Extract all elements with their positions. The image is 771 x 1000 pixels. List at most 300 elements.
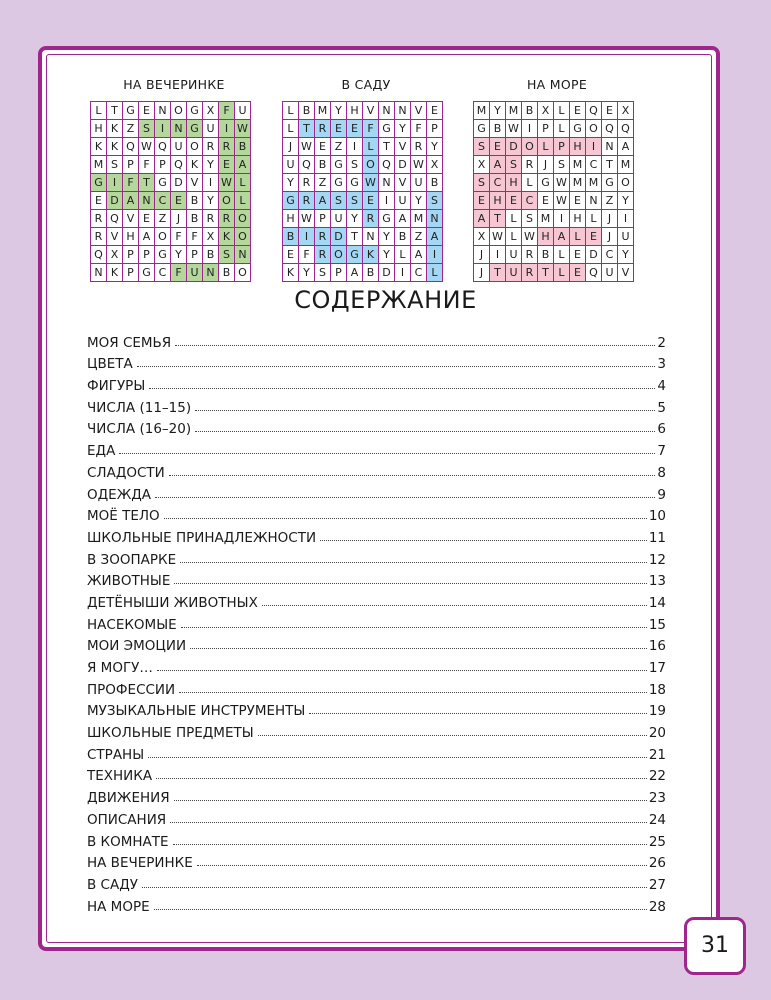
grid-letter: Z <box>155 210 171 228</box>
toc-entry-label: НАСЕКОМЫЕ <box>87 616 177 633</box>
grid-row <box>283 138 443 156</box>
toc-entry-label: ФИГУРЫ <box>87 378 146 395</box>
grid-letter: Q <box>155 138 171 156</box>
grid-letter: I <box>427 246 443 264</box>
grid-letter: Z <box>331 138 347 156</box>
grid-letter: J <box>171 210 187 228</box>
grid-letter: E <box>139 210 155 228</box>
grid-letter: I <box>554 210 570 228</box>
toc-entry-label: МОЯ СЕМЬЯ <box>87 334 172 351</box>
grid-letter: R <box>299 192 315 210</box>
word-search-grid-sea <box>473 101 634 282</box>
toc-entry-label: В ЗООПАРКЕ <box>87 551 177 568</box>
toc-entry-label: НА ВЕЧЕРИНКЕ <box>87 855 193 872</box>
toc-entry[interactable] <box>87 351 666 373</box>
grid-letter: P <box>538 120 554 138</box>
grid-letter: T <box>107 102 123 120</box>
grid-letter: Y <box>618 246 634 264</box>
grid-letter: Y <box>347 210 363 228</box>
grid-letter: M <box>538 210 554 228</box>
puzzle-title-sea: НА МОРЕ <box>526 77 588 92</box>
toc-entry[interactable] <box>87 893 666 915</box>
toc-leader-dots <box>157 670 647 671</box>
grid-row <box>474 264 634 282</box>
toc-entry-label: ЖИВОТНЫЕ <box>87 573 171 590</box>
grid-letter: I <box>203 174 219 192</box>
grid-letter: B <box>395 228 411 246</box>
grid-letter: T <box>139 174 155 192</box>
grid-letter: W <box>363 174 379 192</box>
grid-row <box>283 246 443 264</box>
grid-letter: S <box>506 156 522 174</box>
grid-letter: P <box>315 210 331 228</box>
grid-letter: P <box>427 120 443 138</box>
grid-letter: S <box>139 120 155 138</box>
grid-letter: L <box>283 102 299 120</box>
grid-letter: Y <box>331 102 347 120</box>
grid-letter: P <box>139 246 155 264</box>
grid-letter: O <box>155 228 171 246</box>
toc-entry-label: В САДУ <box>87 876 138 893</box>
toc-entry-label: ТЕХНИКА <box>87 768 153 785</box>
grid-letter: T <box>602 156 618 174</box>
toc-leader-dots <box>175 345 655 346</box>
toc-entry-page: 4 <box>657 378 666 395</box>
grid-letter: F <box>171 264 187 282</box>
grid-row <box>474 102 634 120</box>
grid-letter: K <box>107 264 123 282</box>
grid-letter: J <box>538 156 554 174</box>
grid-letter: X <box>203 228 219 246</box>
toc-leader-dots <box>262 605 647 606</box>
grid-letter: U <box>203 120 219 138</box>
grid-letter: H <box>347 102 363 120</box>
toc-entry[interactable] <box>87 589 666 611</box>
grid-letter: U <box>506 264 522 282</box>
grid-letter: S <box>522 210 538 228</box>
grid-letter: F <box>139 156 155 174</box>
grid-row <box>474 174 634 192</box>
grid-letter: M <box>570 156 586 174</box>
grid-letter: X <box>538 102 554 120</box>
grid-letter: L <box>506 228 522 246</box>
toc-entry[interactable] <box>87 481 666 503</box>
toc-entry[interactable] <box>87 763 666 785</box>
grid-letter: M <box>91 156 107 174</box>
grid-letter: B <box>219 264 235 282</box>
grid-letter: P <box>123 246 139 264</box>
grid-letter: A <box>235 156 251 174</box>
grid-row <box>91 228 251 246</box>
toc-entry[interactable] <box>87 741 666 763</box>
grid-row <box>91 120 251 138</box>
grid-letter: E <box>586 228 602 246</box>
grid-letter: G <box>379 210 395 228</box>
grid-letter: O <box>618 174 634 192</box>
toc-entry-label: ПРОФЕССИИ <box>87 681 176 698</box>
toc-entry[interactable] <box>87 503 666 525</box>
grid-letter: B <box>538 246 554 264</box>
toc-entry-page: 27 <box>648 876 666 893</box>
grid-letter: K <box>363 246 379 264</box>
grid-letter: E <box>570 102 586 120</box>
grid-letter: P <box>554 138 570 156</box>
grid-letter: X <box>474 156 490 174</box>
toc-entry[interactable] <box>87 437 666 459</box>
grid-letter: I <box>219 120 235 138</box>
grid-letter: O <box>235 228 251 246</box>
toc-leader-dots <box>173 844 647 845</box>
grid-letter: Y <box>618 192 634 210</box>
page-number: 31 <box>701 933 729 958</box>
grid-letter: V <box>187 174 203 192</box>
grid-letter: E <box>219 156 235 174</box>
grid-letter: U <box>331 210 347 228</box>
toc-entry-label: НА МОРЕ <box>87 898 150 915</box>
grid-letter: S <box>315 264 331 282</box>
grid-letter: M <box>315 102 331 120</box>
grid-letter: A <box>490 156 506 174</box>
grid-letter: N <box>171 120 187 138</box>
toc-entry-label: В КОМНАТЕ <box>87 833 169 850</box>
grid-letter: Q <box>586 102 602 120</box>
grid-row <box>283 228 443 246</box>
grid-letter: G <box>187 120 203 138</box>
grid-letter: N <box>155 102 171 120</box>
grid-letter: Y <box>299 264 315 282</box>
grid-letter: A <box>315 192 331 210</box>
grid-row <box>283 174 443 192</box>
grid-letter: Y <box>395 120 411 138</box>
grid-letter: W <box>219 174 235 192</box>
grid-letter: R <box>219 210 235 228</box>
grid-row <box>474 138 634 156</box>
grid-letter: T <box>490 210 506 228</box>
toc-entry-page: 13 <box>648 573 666 590</box>
grid-row <box>283 210 443 228</box>
grid-letter: G <box>331 174 347 192</box>
toc-entry-page: 24 <box>648 811 666 828</box>
grid-letter: Q <box>586 264 602 282</box>
toc-entry[interactable] <box>87 719 666 741</box>
grid-letter: T <box>299 120 315 138</box>
toc-leader-dots <box>149 388 655 389</box>
grid-letter: H <box>283 210 299 228</box>
grid-letter: N <box>203 264 219 282</box>
toc-entry-label: Я МОГУ… <box>87 660 153 676</box>
grid-letter: M <box>570 174 586 192</box>
toc-entry[interactable] <box>87 524 666 546</box>
toc-entry-page: 23 <box>648 790 666 807</box>
toc-entry-page: 17 <box>648 660 666 676</box>
grid-letter: L <box>586 210 602 228</box>
toc-entry-label: ОДЕЖДА <box>87 486 152 503</box>
toc-entry[interactable] <box>87 654 666 676</box>
grid-row <box>474 156 634 174</box>
toc-entry[interactable] <box>87 394 666 416</box>
toc-entry-page: 11 <box>648 529 666 546</box>
grid-letter: U <box>235 102 251 120</box>
grid-letter: V <box>411 102 427 120</box>
grid-letter: R <box>91 210 107 228</box>
toc-entry-page: 7 <box>657 443 666 460</box>
grid-letter: G <box>570 120 586 138</box>
grid-letter: L <box>283 120 299 138</box>
grid-letter: X <box>203 102 219 120</box>
grid-letter: S <box>347 192 363 210</box>
grid-letter: B <box>363 264 379 282</box>
grid-letter: P <box>123 264 139 282</box>
grid-letter: V <box>363 102 379 120</box>
grid-letter: W <box>139 138 155 156</box>
grid-letter: V <box>618 264 634 282</box>
grid-letter: U <box>187 264 203 282</box>
toc-leader-dots <box>190 648 647 649</box>
grid-letter: D <box>506 138 522 156</box>
grid-letter: X <box>107 246 123 264</box>
grid-letter: G <box>602 174 618 192</box>
grid-letter: R <box>522 264 538 282</box>
toc-entry-label: ЧИСЛА (16–20) <box>87 421 192 438</box>
grid-letter: E <box>283 246 299 264</box>
toc-entry[interactable] <box>87 806 666 828</box>
grid-letter: I <box>155 120 171 138</box>
grid-letter: J <box>602 228 618 246</box>
grid-letter: R <box>91 228 107 246</box>
grid-letter: Y <box>283 174 299 192</box>
grid-letter: A <box>618 138 634 156</box>
toc-entry[interactable] <box>87 633 666 655</box>
grid-letter: O <box>363 156 379 174</box>
grid-letter: F <box>187 228 203 246</box>
toc-entry-page: 6 <box>657 421 666 438</box>
grid-letter: U <box>602 264 618 282</box>
grid-letter: W <box>554 192 570 210</box>
grid-letter: U <box>283 156 299 174</box>
grid-letter: N <box>395 102 411 120</box>
grid-letter: M <box>618 156 634 174</box>
toc-entry-page: 20 <box>648 725 666 742</box>
toc-entry-page: 14 <box>648 594 666 611</box>
grid-letter: B <box>427 174 443 192</box>
grid-letter: L <box>522 174 538 192</box>
grid-letter: E <box>602 102 618 120</box>
grid-letter: U <box>395 192 411 210</box>
grid-letter: K <box>187 156 203 174</box>
grid-letter: A <box>395 210 411 228</box>
toc-entry[interactable] <box>87 698 666 720</box>
grid-letter: I <box>299 228 315 246</box>
grid-letter: L <box>554 102 570 120</box>
grid-letter: E <box>363 192 379 210</box>
grid-letter: P <box>187 246 203 264</box>
grid-letter: P <box>123 156 139 174</box>
toc-entry[interactable] <box>87 372 666 394</box>
grid-letter: K <box>107 120 123 138</box>
grid-letter: P <box>331 264 347 282</box>
toc-entry-page: 9 <box>657 486 666 503</box>
grid-letter: C <box>155 192 171 210</box>
grid-letter: F <box>123 174 139 192</box>
grid-letter: C <box>490 174 506 192</box>
grid-row <box>474 210 634 228</box>
grid-letter: R <box>219 138 235 156</box>
toc-entry-label: МОЁ ТЕЛО <box>87 508 160 525</box>
grid-letter: A <box>474 210 490 228</box>
grid-letter: V <box>395 138 411 156</box>
toc-entry[interactable] <box>87 784 666 806</box>
toc-leader-dots <box>119 453 655 454</box>
grid-letter: E <box>538 192 554 210</box>
grid-letter: N <box>379 174 395 192</box>
grid-letter: G <box>91 174 107 192</box>
grid-letter: S <box>347 156 363 174</box>
toc-entry[interactable] <box>87 459 666 481</box>
toc-entry-label: СЛАДОСТИ <box>87 464 165 481</box>
grid-letter: G <box>283 192 299 210</box>
grid-letter: Z <box>315 174 331 192</box>
grid-letter: L <box>554 120 570 138</box>
grid-letter: L <box>395 246 411 264</box>
grid-letter: S <box>331 192 347 210</box>
grid-letter: Q <box>299 156 315 174</box>
grid-letter: B <box>203 246 219 264</box>
grid-letter: G <box>139 264 155 282</box>
grid-letter: G <box>379 120 395 138</box>
grid-letter: G <box>538 174 554 192</box>
grid-letter: S <box>107 156 123 174</box>
grid-letter: W <box>411 156 427 174</box>
grid-letter: E <box>474 192 490 210</box>
grid-letter: T <box>379 138 395 156</box>
toc-leader-dots <box>309 713 646 714</box>
grid-letter: Y <box>379 228 395 246</box>
grid-letter: W <box>506 120 522 138</box>
grid-row <box>91 192 251 210</box>
grid-letter: C <box>586 156 602 174</box>
grid-letter: R <box>299 174 315 192</box>
grid-letter: Z <box>411 228 427 246</box>
grid-row <box>474 192 634 210</box>
grid-letter: L <box>235 192 251 210</box>
grid-letter: S <box>554 156 570 174</box>
toc-entry-page: 26 <box>648 855 666 872</box>
toc-entry-label: ШКОЛЬНЫЕ ПРИНАДЛЕЖНОСТИ <box>87 529 317 546</box>
grid-row <box>283 102 443 120</box>
grid-letter: X <box>618 102 634 120</box>
toc-entry-page: 22 <box>648 768 666 785</box>
grid-letter: B <box>299 102 315 120</box>
toc-leader-dots <box>169 475 656 476</box>
grid-letter: E <box>331 120 347 138</box>
grid-letter: D <box>586 246 602 264</box>
grid-letter: I <box>379 192 395 210</box>
grid-letter: F <box>299 246 315 264</box>
grid-row <box>91 246 251 264</box>
grid-letter: Q <box>107 210 123 228</box>
toc-entry[interactable] <box>87 828 666 850</box>
toc-leader-dots <box>164 518 647 519</box>
grid-row <box>91 174 251 192</box>
toc-leader-dots <box>181 627 647 628</box>
grid-letter: O <box>187 138 203 156</box>
toc-leader-dots <box>174 583 646 584</box>
grid-letter: L <box>363 138 379 156</box>
toc-entry-label: МУЗЫКАЛЬНЫЕ ИНСТРУМЕНТЫ <box>87 703 306 720</box>
grid-letter: M <box>411 210 427 228</box>
toc-entry[interactable] <box>87 329 666 351</box>
grid-letter: A <box>139 228 155 246</box>
grid-letter: N <box>586 192 602 210</box>
grid-letter: O <box>586 120 602 138</box>
grid-row <box>474 246 634 264</box>
toc-entry-label: ДВИЖЕНИЯ <box>87 790 170 807</box>
toc-leader-dots <box>320 540 647 541</box>
toc-entry[interactable] <box>87 611 666 633</box>
grid-letter: S <box>474 174 490 192</box>
grid-letter: N <box>379 102 395 120</box>
grid-letter: G <box>347 246 363 264</box>
toc-entry-label: ЦВЕТА <box>87 356 133 373</box>
grid-letter: N <box>427 210 443 228</box>
grid-letter: Y <box>171 246 187 264</box>
grid-letter: F <box>411 120 427 138</box>
grid-letter: N <box>91 264 107 282</box>
grid-letter: V <box>123 210 139 228</box>
table-of-contents <box>87 329 666 915</box>
toc-entry[interactable] <box>87 416 666 438</box>
grid-letter: D <box>107 192 123 210</box>
grid-letter: E <box>171 192 187 210</box>
grid-letter: V <box>395 174 411 192</box>
grid-letter: K <box>283 264 299 282</box>
grid-letter: L <box>538 138 554 156</box>
word-search-grid-garden <box>282 101 443 282</box>
grid-letter: R <box>315 120 331 138</box>
toc-entry[interactable] <box>87 871 666 893</box>
grid-letter: X <box>474 228 490 246</box>
toc-entry[interactable] <box>87 546 666 568</box>
toc-leader-dots <box>156 778 647 779</box>
grid-letter: H <box>123 228 139 246</box>
grid-letter: C <box>522 192 538 210</box>
grid-letter: O <box>171 102 187 120</box>
grid-letter: C <box>602 246 618 264</box>
grid-letter: W <box>490 228 506 246</box>
grid-letter: O <box>235 210 251 228</box>
toc-entry[interactable] <box>87 568 666 590</box>
grid-letter: W <box>235 120 251 138</box>
grid-letter: I <box>586 138 602 156</box>
grid-letter: Y <box>427 138 443 156</box>
grid-letter: R <box>411 138 427 156</box>
grid-letter: A <box>123 192 139 210</box>
grid-letter: C <box>155 264 171 282</box>
toc-leader-dots <box>258 735 647 736</box>
toc-entry-page: 5 <box>657 399 666 416</box>
toc-entry-page: 21 <box>648 746 666 763</box>
grid-letter: Y <box>411 192 427 210</box>
grid-letter: J <box>474 246 490 264</box>
toc-entry[interactable] <box>87 850 666 872</box>
grid-row <box>283 156 443 174</box>
grid-row <box>91 102 251 120</box>
toc-entry-page: 19 <box>648 703 666 720</box>
toc-entry-page: 25 <box>648 833 666 850</box>
toc-entry[interactable] <box>87 676 666 698</box>
grid-letter: E <box>427 102 443 120</box>
grid-letter: A <box>554 228 570 246</box>
